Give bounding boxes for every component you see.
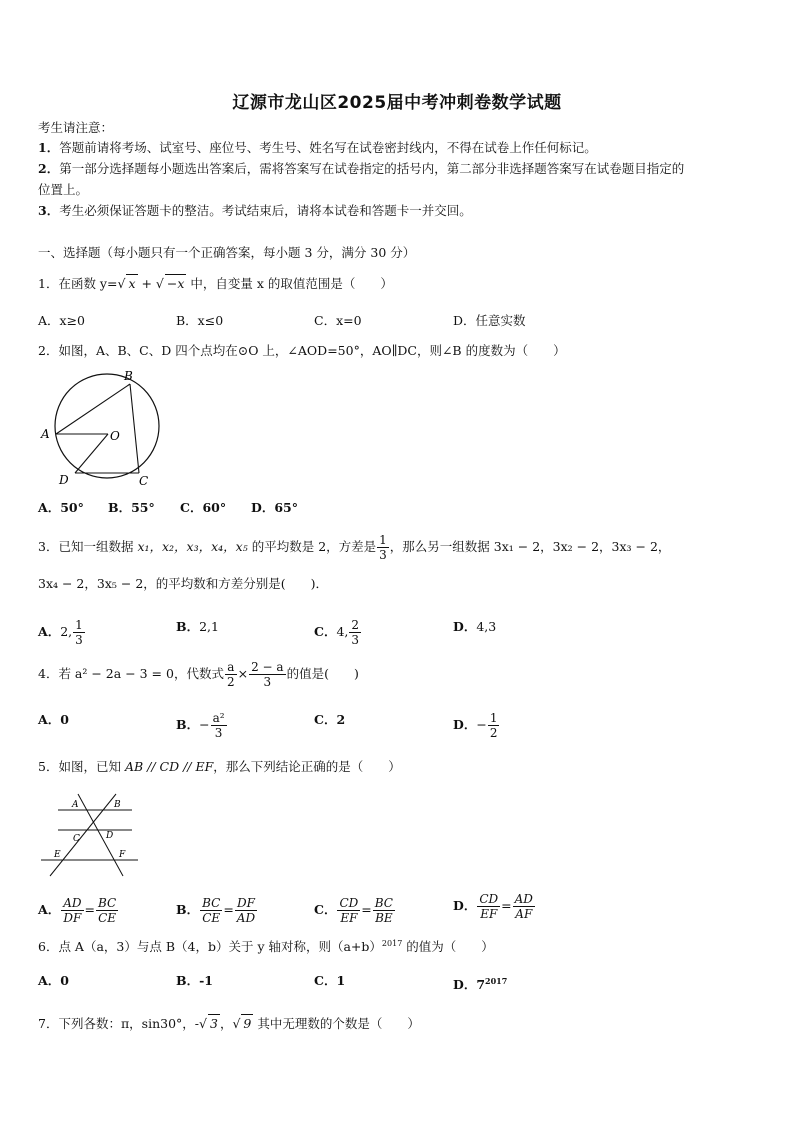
q2-option-c[interactable]: C．60°	[180, 500, 227, 515]
q4-fraction-1	[225, 660, 237, 689]
notice-num: 2．	[38, 161, 60, 176]
opt-text: 2	[336, 712, 346, 727]
q5-suffix: ，那么下列结论正确的是（ ）	[213, 759, 401, 774]
sqrt-icon: √	[117, 276, 126, 291]
opt-fraction-right	[235, 896, 257, 925]
opt-fraction	[488, 711, 500, 740]
frac-num: BC	[374, 896, 393, 910]
frac-den: BE	[375, 911, 393, 925]
frac-den: AD	[236, 911, 256, 925]
frac-den: CE	[98, 911, 117, 925]
frac-den: EF	[480, 907, 498, 921]
q2-option-a[interactable]: A．50°	[38, 500, 84, 515]
question-7	[38, 1014, 420, 1033]
label-a: A	[41, 427, 50, 441]
frac-den: 2	[489, 726, 498, 740]
q5-math: AB // CD // EF	[124, 759, 214, 774]
q1-option-c[interactable]: C．x=0	[314, 313, 362, 328]
question-3-line-1	[38, 533, 670, 562]
frac-num: 1	[379, 533, 387, 547]
section-heading: 一、选择题（每小题只有一个正确答案，每小题 3 分，满分 30 分）	[38, 245, 416, 260]
q1-radicand-1: x	[128, 276, 136, 291]
q5-option-d[interactable]: D． $\frac{CD}{EF}$ = $\frac{AD}{AF}$	[453, 892, 533, 921]
opt-text: 4,	[336, 624, 349, 639]
q4-prefix: 4．若 a² − 2a − 3 = 0，代数式	[38, 666, 224, 681]
frac-num: CD	[339, 896, 359, 910]
q7-suffix: 其中无理数的个数是（ ）	[253, 1016, 420, 1031]
notice-text: 答题前请将考场、试室号、座位号、考生号、姓名写在试卷密封线内，不得在试卷上作任何标记。	[59, 140, 597, 155]
question-4	[38, 660, 359, 689]
opt-fraction-left	[337, 896, 360, 925]
notice-num: 3．	[38, 203, 60, 218]
q6-option-d[interactable]	[453, 972, 507, 994]
frac-den: 3	[263, 675, 272, 689]
opt-fraction-right	[373, 896, 395, 925]
frac-den: CE	[202, 911, 221, 925]
q1-suffix: 中，自变量 x 的取值范围是（ ）	[186, 276, 393, 291]
label-b: B	[124, 369, 133, 383]
opt-fraction-left	[200, 896, 222, 925]
q6-text: 6．点 A（a，3）与点 B（4，b）关于 y 轴对称，则（a+b）	[38, 939, 382, 955]
frac-den: DF	[63, 911, 82, 925]
frac-num: AD	[514, 892, 533, 906]
notice-text: 位置上。	[38, 182, 89, 197]
q1-option-a[interactable]: A．x≥0	[38, 313, 86, 328]
notice-item-1	[38, 139, 597, 157]
label-a: A	[72, 800, 79, 810]
notice-item-3	[38, 202, 472, 220]
q3-option-b[interactable]	[176, 618, 219, 636]
q2-option-d[interactable]: D．65°	[251, 500, 298, 515]
q4-option-b[interactable]	[176, 711, 228, 740]
label-b: B	[114, 800, 121, 810]
q7-radicand-2: 9	[243, 1016, 252, 1031]
q1-prefix: 1．在函数 y=	[38, 276, 118, 291]
q7-prefix: 7．下列各数：π，sin30°，-	[38, 1016, 200, 1031]
frac-den: 2	[226, 675, 235, 689]
notice-num: 1．	[38, 140, 60, 155]
q3-option-c[interactable]	[314, 618, 362, 647]
frac-num: AD	[63, 896, 82, 910]
page-title: 辽源市龙山区2025届中考冲刺卷数学试题	[232, 93, 562, 113]
frac-num: 2	[351, 618, 360, 632]
opt-text: 4,3	[476, 619, 497, 634]
notice-text: 考生必须保证答题卡的整洁。考试结束后，请将本试卷和答题卡一并交回。	[59, 203, 472, 218]
q6-exponent: 2017	[381, 939, 403, 948]
opt-label: C．	[314, 712, 337, 727]
label-d: D	[59, 473, 69, 487]
opt-fraction	[73, 618, 85, 647]
q5-option-a[interactable]: A． $\frac{AD}{DF}$ = $\frac{BC}{CE}$	[38, 896, 117, 925]
frac-num: a²	[212, 711, 225, 725]
q5-parallel-lines-figure	[38, 788, 142, 880]
segment-bc	[130, 384, 139, 473]
q3-mid: 的平均数是 2，方差是	[247, 539, 377, 554]
opt-fraction-right	[96, 896, 118, 925]
opt-exponent: 2017	[485, 976, 508, 986]
opt-fraction-left	[61, 896, 83, 925]
notice-item-2-cont	[38, 181, 88, 199]
notice-text: 第一部分选择题每小题选出答案后，需将答案写在试卷指定的括号内，第二部分非选择题答案写在试卷题目指定的	[59, 161, 685, 176]
q4-option-d[interactable]	[453, 711, 500, 740]
question-6	[38, 935, 494, 956]
opt-text: 2,1	[199, 619, 219, 634]
opt-label: C．	[314, 902, 337, 917]
q3-variance-fraction	[377, 533, 389, 562]
opt-label: B．	[176, 902, 200, 917]
q5-option-c[interactable]: C． $\frac{CD}{EF}$ = $\frac{BC}{BE}$	[314, 896, 393, 925]
label-f: F	[119, 850, 126, 860]
label-c: C	[139, 474, 149, 488]
opt-text: D．7	[453, 977, 486, 993]
opt-label: D．	[453, 619, 477, 634]
opt-label: D．	[453, 898, 477, 913]
notice-item-2	[38, 160, 684, 178]
frac-den: 3	[379, 548, 387, 562]
opt-fraction	[349, 618, 361, 647]
opt-label: B．	[176, 619, 200, 634]
q2-option-b[interactable]: B．55°	[108, 500, 155, 515]
times-sign: ×	[237, 666, 249, 681]
opt-fraction	[211, 711, 227, 740]
frac-num: BC	[97, 896, 117, 910]
q6-option-c[interactable]: C．1	[314, 973, 346, 988]
q5-prefix: 5．如图，已知	[38, 759, 125, 774]
frac-den: 3	[351, 633, 360, 647]
q4-suffix: 的值是( )	[286, 666, 359, 681]
opt-text: −	[476, 717, 487, 732]
label-e: E	[54, 850, 61, 860]
q3-option-a[interactable]	[38, 618, 86, 647]
opt-text: 2,	[60, 624, 73, 639]
opt-text: −	[199, 717, 210, 732]
question-3-line-2: 3x₄ − 2，3x₅ − 2，的平均数和方差分别是( )．	[38, 576, 329, 591]
q7-radicand-1: 3	[209, 1016, 218, 1031]
opt-label: A．	[38, 712, 61, 727]
q3-suffix: ，那么另一组数据 3x₁ − 2，3x₂ − 2，3x₃ − 2，	[389, 539, 671, 554]
q6-option-a[interactable]: A．0	[38, 973, 69, 988]
q1-plus: +	[137, 276, 156, 291]
opt-text: 0	[60, 712, 69, 727]
sqrt-icon: √	[155, 276, 164, 291]
question-2: 2．如图，A、B、C、D 四个点均在⊙O 上，∠AOD=50°，AO∥DC，则∠B 的度数为（ ）	[38, 343, 566, 358]
frac-den: 3	[214, 726, 223, 740]
notice-heading: 考生请注意：	[38, 120, 114, 135]
frac-den: AF	[515, 907, 533, 921]
circle-o	[55, 374, 159, 478]
frac-num: 1	[75, 618, 83, 632]
q1-option-b[interactable]: B．x≤0	[176, 313, 224, 328]
frac-den: 3	[75, 633, 83, 647]
q4-option-a[interactable]	[38, 711, 69, 729]
q2-circle-figure	[38, 366, 168, 490]
frac-den: EF	[340, 911, 358, 925]
q6-suffix: 的值为（ ）	[402, 939, 494, 955]
sqrt-icon: √	[199, 1016, 207, 1031]
q1-option-d[interactable]: D．任意实数	[453, 313, 526, 328]
q1-radicand-2: −x	[166, 276, 185, 291]
opt-label: D．	[453, 717, 477, 732]
opt-label: A．	[38, 902, 61, 917]
q3-vars: x₁，x₂，x₃，x₄，x₅	[137, 539, 248, 554]
q4-fraction-2	[249, 660, 285, 689]
q7-mid: ，	[219, 1016, 233, 1031]
q6-option-b[interactable]: B．-1	[176, 973, 213, 988]
label-d: D	[106, 831, 114, 841]
segment-ab	[56, 384, 130, 434]
sqrt-icon: √	[232, 1016, 241, 1031]
label-c: C	[73, 834, 80, 844]
opt-label: C．	[314, 624, 337, 639]
frac-num: BC	[202, 896, 221, 910]
opt-label: A．	[38, 624, 61, 639]
frac-num: 1	[489, 711, 498, 725]
opt-label: B．	[176, 717, 200, 732]
frac-num: DF	[235, 896, 257, 911]
q3-option-d[interactable]	[453, 618, 496, 636]
opt-fraction-left	[477, 892, 500, 921]
frac-num: a	[225, 660, 237, 675]
frac-num: 2 − a	[251, 660, 284, 674]
q4-option-c[interactable]	[314, 711, 345, 729]
q3-prefix: 3．已知一组数据	[38, 539, 138, 554]
opt-fraction-right	[513, 892, 535, 921]
frac-num: CD	[479, 892, 499, 906]
label-o: O	[110, 429, 120, 443]
question-5	[38, 758, 401, 776]
q5-option-b[interactable]: B． $\frac{BC}{CE}$ = $\frac{DF}{AD}$	[176, 896, 256, 925]
segment-od	[75, 434, 108, 473]
question-1	[38, 274, 393, 293]
